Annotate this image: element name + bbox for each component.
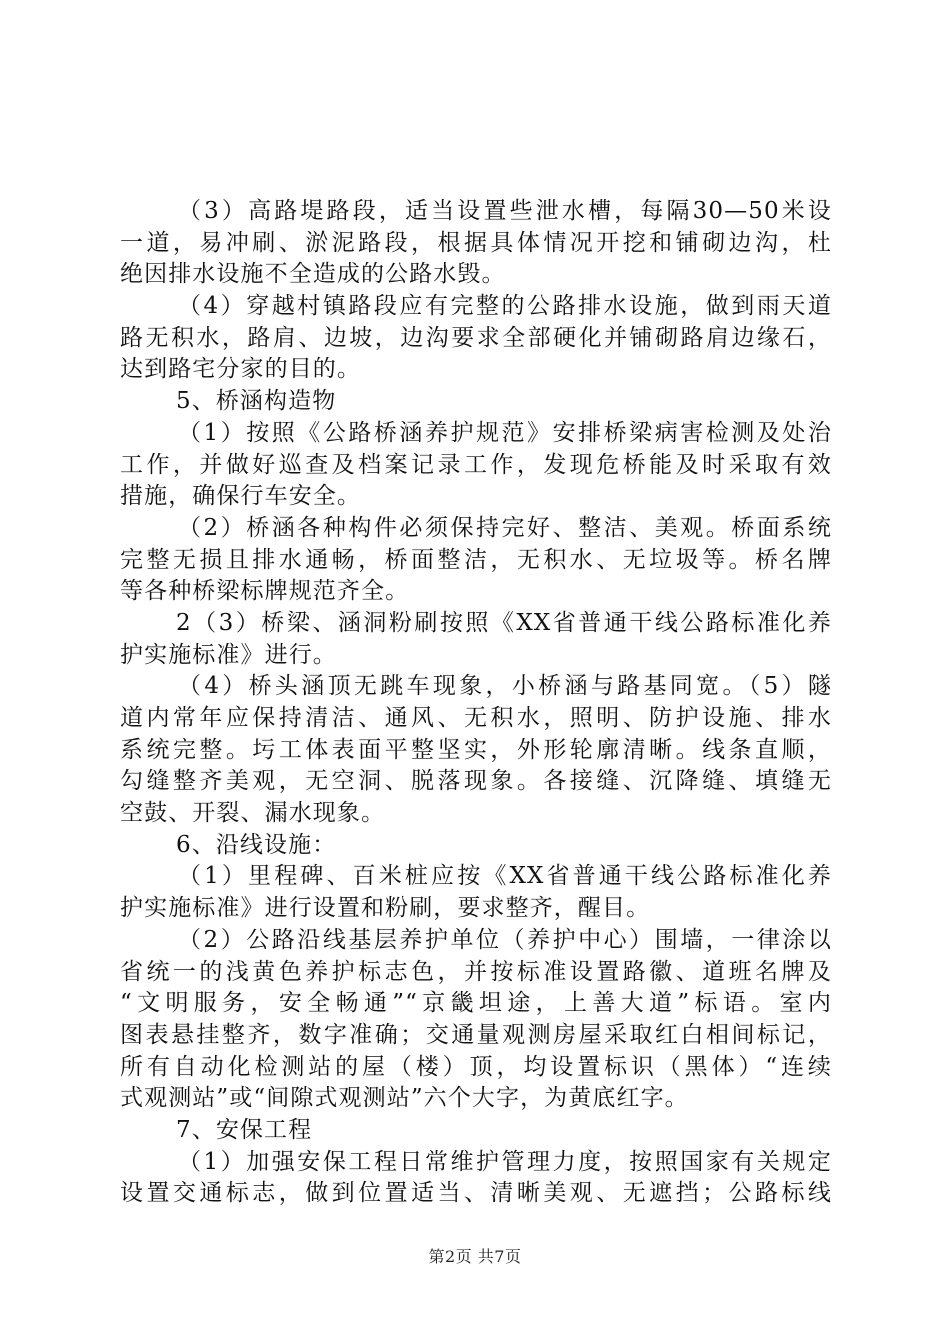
- text-line: （3）高路堤路段，适当设置些泄水槽，每隔30—50米设: [178, 198, 832, 224]
- text-line: 完整无损且排水通畅，桥面整洁，无积水、无垃圾等。桥名牌: [120, 546, 832, 573]
- text-line: 2（3）桥梁、涵洞粉刷按照《XX省普通干线公路标准化养: [176, 609, 832, 636]
- text-line: 护实施标准》进行。: [120, 641, 337, 668]
- text-line: （4）桥头涵顶无跳车现象，小桥涵与路基同宽。（5）隧: [178, 673, 832, 700]
- page-footer: 第2页 共7页: [428, 1247, 522, 1266]
- text-line: “文明服务，安全畅通”“京畿坦途，上善大道”标语。室内: [120, 990, 832, 1017]
- text-line: （1）里程碑、百米桩应按《XX省普通干线公路标准化养: [178, 863, 832, 890]
- text-line: 护实施标准》进行设置和粉刷，要求整齐，醒目。: [120, 895, 651, 922]
- text-line: 勾缝整齐美观，无空洞、脱落现象。各接缝、沉降缝、填缝无: [120, 768, 832, 795]
- text-line: 等各种桥梁标牌规范齐全。: [120, 578, 410, 605]
- text-line: 达到路宅分家的目的。: [120, 356, 361, 383]
- text-line: （4）穿越村镇路段应有完整的公路排水设施，做到雨天道: [178, 293, 832, 320]
- text-line: 道内常年应保持清洁、通风、无积水，照明、防护设施、排水: [120, 705, 832, 731]
- text-line: 系统完整。圬工体表面平整坚实，外形轮廓清晰。线条直顺，: [120, 736, 832, 763]
- text-line: 图表悬挂整齐，数字准确；交通量观测房屋采取红白相间标记，: [120, 1021, 832, 1048]
- text-line: 所有自动化检测站的屋（楼）顶，均设置标识（黑体）“连续: [120, 1053, 832, 1080]
- text-line: 措施，确保行车安全。: [120, 483, 361, 510]
- text-line: （1）加强安保工程日常维护管理力度，按照国家有关规定: [178, 1148, 832, 1175]
- text-line: 式观测站”或“间隙式观测站”六个大字，为黄底红字。: [120, 1085, 689, 1112]
- text-line: 设置交通标志，做到位置适当、清晰美观、无遮挡；公路标线: [120, 1180, 832, 1207]
- text-line: 路无积水，路肩、边坡，边沟要求全部硬化并铺砌路肩边缘石，: [120, 324, 832, 351]
- text-line: 绝因排水设施不全造成的公路水毁。: [120, 261, 506, 288]
- text-line: 省统一的浅黄色养护标志色，并按标准设置路徽、道班名牌及: [120, 958, 832, 985]
- text-line: （1）按照《公路桥涵养护规范》安排桥梁病害检测及处治: [178, 419, 832, 446]
- text-line: （2）公路沿线基层养护单位（养护中心）围墙，一律涂以: [178, 926, 832, 953]
- document-body: [120, 196, 832, 1210]
- text-line: （2）桥涵各种构件必须保持完好、整洁、美观。桥面系统: [178, 514, 832, 541]
- text-line: 6、沿线设施：: [176, 831, 337, 858]
- text-line: 空鼓、开裂、漏水现象。: [120, 800, 386, 827]
- text-line: 工作，并做好巡查及档案记录工作，发现危桥能及时采取有效: [120, 451, 832, 478]
- text-line: 一道，易冲刷、淤泥路段，根据具体情况开挖和铺砌边沟，杜: [120, 229, 832, 256]
- text-line: 5、桥涵构造物: [176, 388, 337, 415]
- text-line: 7、安保工程: [176, 1116, 313, 1143]
